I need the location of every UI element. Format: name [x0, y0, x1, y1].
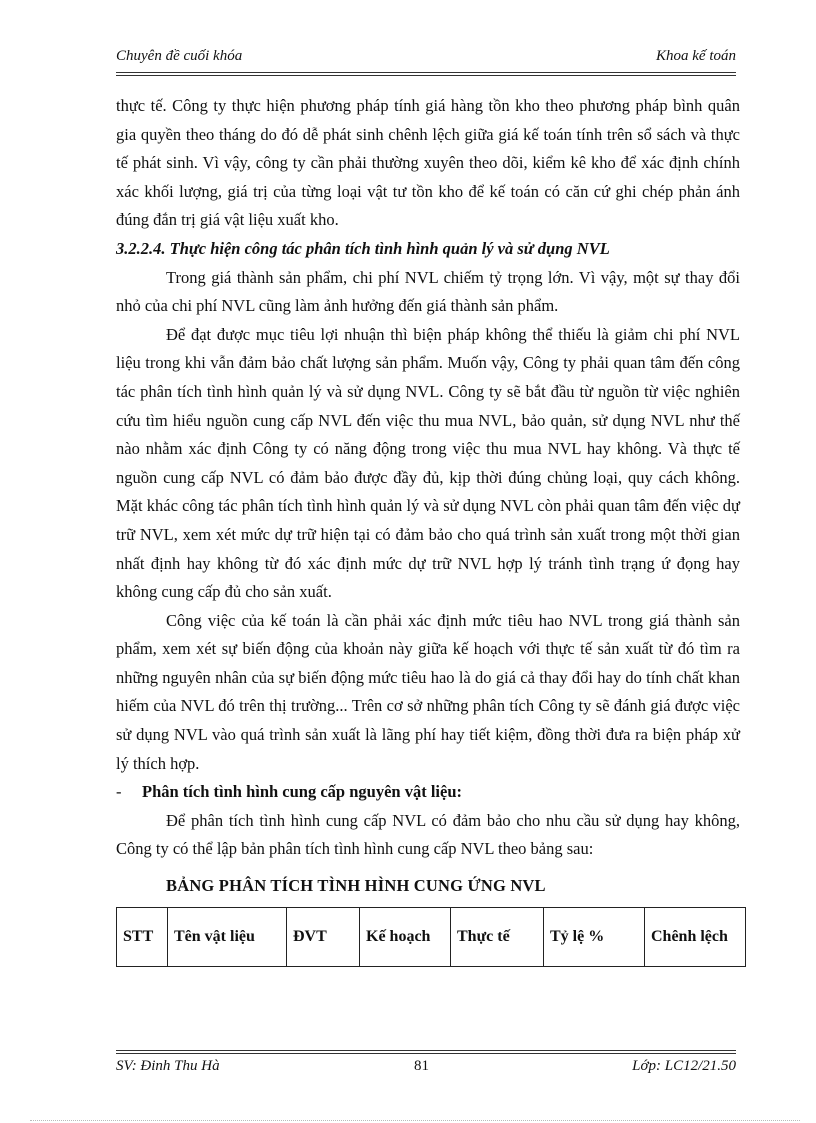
header-cell-plan: Kế hoạch — [360, 907, 451, 966]
header-cell-actual: Thực tế — [451, 907, 544, 966]
page-footer — [116, 1058, 736, 1080]
header-cell-unit: ĐVT — [287, 907, 360, 966]
bullet-text: Phân tích tình hình cung cấp nguyên vật liệu: — [142, 782, 462, 802]
paragraph: Công việc của kế toán là cần phải xác định mức tiêu hao NVL trong giá thành sản phẩm, xem xét sự biến động của khoản này giữa kế hoạch với thực tế sản xuất từ đó tìm ra những nguyên nhân của sự biến động mức tiêu hao là do giá cả thay đổi hay do tính chất khan hiếm của NVL đó trên thị trường... Trên cơ sở những phân tích Công ty sẽ đánh giá được việc sử dụng NVL vào quá trình sản xuất là lãng phí hay tiết kiệm, đồng thời đưa ra biện pháp xử lý thích hợp. — [116, 610, 740, 773]
header-department: Khoa kế toán — [656, 48, 736, 64]
header-course-title: Chuyên đề cuối khóa — [116, 48, 243, 64]
page-number: 81 — [414, 1058, 429, 1074]
paragraph: Để đạt được mục tiêu lợi nhuận thì biện pháp không thể thiếu là giảm chi phí NVL liệu trong khi vẫn đảm bảo chất lượng sản phẩm. Muốn vậy, Công ty phải quan tâm đến công tác phân tích tình hình quản lý và sử dụng NVL. Công ty sẽ bắt đầu từ nguồn từ việc nghiên cứu tìm hiểu nguồn cung cấp NVL đến việc thu mua NVL, bảo quản, sử dụng NVL như thế nào nhằm xác định Công ty có năng động trong việc thu mua NVL hay không. Và thực tế nguồn cung cấp NVL có đảm bảo được đầy đủ, kịp thời đúng chủng loại, quy cách không. Mặt khác công tác phân tích tình hình quản lý và sử dụng NVL còn phải quan tâm đến việc dự trữ NVL, xem xét mức dự trữ hiện tại có đảm bảo cho quá trình sản xuất trong một thời gian nhất định hay không từ đó xác định mức dự trữ NVL hợp lý tránh tình trạng ứ đọng hay không cung cấp đủ cho sản xuất. — [116, 324, 740, 602]
header-cell-material-name: Tên vật liệu — [168, 907, 287, 966]
table-header-row — [117, 907, 746, 966]
paragraph: Để phân tích tình hình cung cấp NVL có đảm bảo cho nhu cầu sử dụng hay không, Công ty có thể lập bản phân tích tình hình cung cấp NVL theo bảng sau: — [116, 810, 740, 859]
document-body — [116, 92, 740, 967]
paragraph: Trong giá thành sản phẩm, chi phí NVL chiếm tỷ trọng lớn. Vì vậy, một sự thay đổi nhỏ của chi phí NVL cũng làm ảnh hưởng đến giá thành sản phẩm. — [116, 267, 740, 316]
page-header — [116, 48, 736, 70]
bullet-item — [116, 778, 740, 807]
table-title: BẢNG PHÂN TÍCH TÌNH HÌNH CUNG ỨNG NVL — [166, 876, 546, 896]
footer-class: Lớp: LC12/21.50 — [632, 1058, 736, 1074]
page-edge — [30, 1120, 800, 1121]
footer-student: SV: Đinh Thu Hà — [116, 1058, 220, 1074]
header-divider — [116, 72, 736, 76]
bullet-dash: - — [116, 782, 122, 802]
header-cell-difference: Chênh lệch — [645, 907, 746, 966]
header-cell-ratio: Tỷ lệ % — [544, 907, 645, 966]
paragraph-continuation: thực tế. Công ty thực hiện phương pháp tính giá hàng tồn kho theo phương pháp bình quân gia quyền theo tháng do đó dễ phát sinh chênh lệch giữa giá kế toán tính trên sổ sách và thực tế phát sinh. Vì vậy, công ty cần phải thường xuyên theo dõi, kiểm kê kho để xác định chính xác khối lượng, giá trị của từng loại vật tư tồn kho để kế toán có căn cứ ghi chép phản ánh đúng đắn trị giá vật liệu xuất kho. — [116, 96, 740, 230]
supply-analysis-table — [116, 907, 746, 967]
footer-divider — [116, 1050, 736, 1054]
header-cell-stt: STT — [117, 907, 168, 966]
section-heading: 3.2.2.4. Thực hiện công tác phân tích tình hình quản lý và sử dụng NVL — [116, 238, 610, 258]
